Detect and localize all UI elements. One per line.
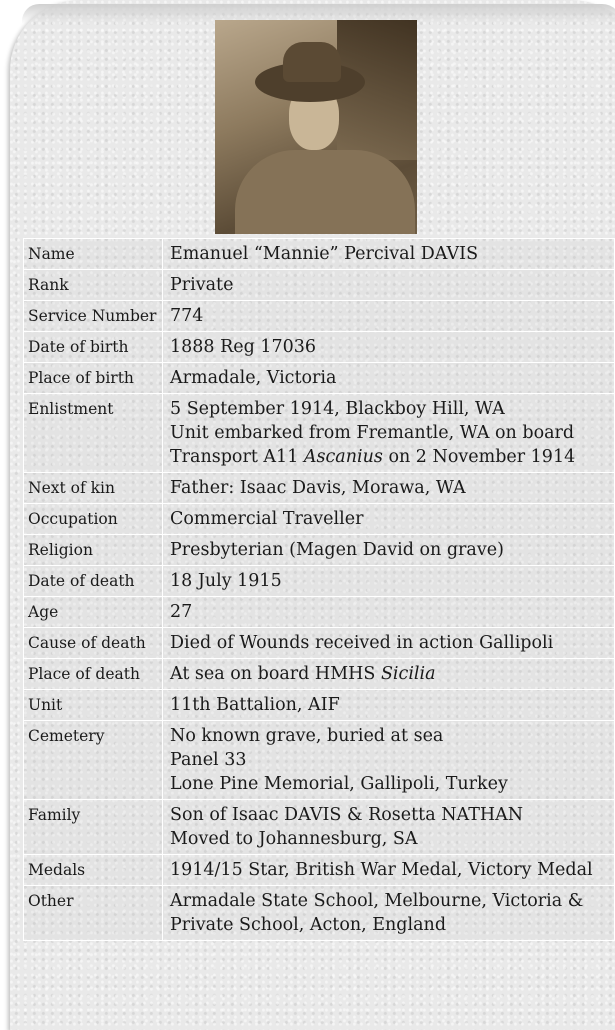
record-value-text: At sea on board HMHS bbox=[170, 664, 381, 684]
record-value-line: Unit embarked from Fremantle, WA on board bbox=[170, 423, 575, 443]
record-value bbox=[163, 597, 615, 628]
record-value bbox=[163, 394, 615, 473]
record-value bbox=[163, 535, 615, 566]
record-value-line: Moved to Johannesburg, SA bbox=[170, 829, 418, 849]
record-value-line: Son of Isaac DAVIS & Rosetta NATHAN bbox=[170, 805, 524, 825]
record-label: Medals bbox=[24, 855, 163, 886]
record-value bbox=[163, 363, 615, 394]
record-row bbox=[24, 566, 615, 597]
record-value-line: Armadale State School, Melbourne, Victoria & bbox=[170, 891, 584, 911]
service-record-table bbox=[23, 238, 615, 941]
record-value-line: 774 bbox=[170, 306, 204, 326]
record-value bbox=[163, 800, 615, 855]
record-row bbox=[24, 628, 615, 659]
record-label: Rank bbox=[24, 270, 163, 301]
record-value-text: on 2 November 1914 bbox=[382, 447, 576, 467]
record-label: Religion bbox=[24, 535, 163, 566]
record-value bbox=[163, 566, 615, 597]
record-value bbox=[163, 628, 615, 659]
record-label: Place of birth bbox=[24, 363, 163, 394]
record-value-line: Private School, Acton, England bbox=[170, 915, 447, 935]
record-value-line: 1888 Reg 17036 bbox=[170, 337, 317, 357]
record-label: Service Number bbox=[24, 301, 163, 332]
record-row bbox=[24, 800, 615, 855]
record-row bbox=[24, 886, 615, 941]
record-value-line: Private bbox=[170, 275, 234, 295]
record-row bbox=[24, 721, 615, 800]
record-value-line: Presbyterian (Magen David on grave) bbox=[170, 540, 504, 560]
record-label: Place of death bbox=[24, 659, 163, 690]
record-value-line: 27 bbox=[170, 602, 193, 622]
record-value-line: Lone Pine Memorial, Gallipoli, Turkey bbox=[170, 774, 508, 794]
record-value bbox=[163, 721, 615, 800]
record-row bbox=[24, 690, 615, 721]
record-value-line bbox=[170, 662, 610, 686]
record-value bbox=[163, 301, 615, 332]
record-row bbox=[24, 597, 615, 628]
record-value bbox=[163, 690, 615, 721]
record-label: Date of birth bbox=[24, 332, 163, 363]
photo-hat-crown bbox=[283, 42, 341, 82]
record-value bbox=[163, 855, 615, 886]
photo-uniform bbox=[235, 150, 415, 234]
ship-name: Sicilia bbox=[380, 664, 436, 684]
record-value-line: Commercial Traveller bbox=[170, 509, 364, 529]
record-value-line: 1914/15 Star, British War Medal, Victory Medal bbox=[170, 860, 593, 880]
record-value-line: Armadale, Victoria bbox=[170, 368, 337, 388]
record-row bbox=[24, 394, 615, 473]
record-value bbox=[163, 504, 615, 535]
record-value-line: 5 September 1914, Blackboy Hill, WA bbox=[170, 399, 505, 419]
record-label: Unit bbox=[24, 690, 163, 721]
record-label: Enlistment bbox=[24, 394, 163, 473]
record-row bbox=[24, 535, 615, 566]
record-row bbox=[24, 332, 615, 363]
record-value-line bbox=[170, 445, 610, 469]
record-value-line: Emanuel “Mannie” Percival DAVIS bbox=[170, 244, 479, 264]
record-label: Cause of death bbox=[24, 628, 163, 659]
record-value bbox=[163, 886, 615, 941]
record-value-text: Transport A11 bbox=[170, 447, 304, 467]
record-row bbox=[24, 239, 615, 270]
record-value-line: 18 July 1915 bbox=[170, 571, 282, 591]
record-value-line: 11th Battalion, AIF bbox=[170, 695, 340, 715]
record-row bbox=[24, 504, 615, 535]
record-value-line: No known grave, buried at sea bbox=[170, 726, 444, 746]
ship-name: Ascanius bbox=[303, 447, 383, 467]
record-row bbox=[24, 659, 615, 690]
record-label: Age bbox=[24, 597, 163, 628]
record-value-line: Died of Wounds received in action Gallipoli bbox=[170, 633, 554, 653]
record-value-line: Panel 33 bbox=[170, 750, 247, 770]
record-label: Cemetery bbox=[24, 721, 163, 800]
soldier-portrait-photo bbox=[215, 20, 417, 234]
record-value bbox=[163, 332, 615, 363]
record-value bbox=[163, 473, 615, 504]
record-row bbox=[24, 855, 615, 886]
record-row bbox=[24, 270, 615, 301]
record-label: Other bbox=[24, 886, 163, 941]
record-row bbox=[24, 301, 615, 332]
record-row bbox=[24, 473, 615, 504]
record-label: Name bbox=[24, 239, 163, 270]
record-label: Next of kin bbox=[24, 473, 163, 504]
record-value bbox=[163, 659, 615, 690]
record-label: Date of death bbox=[24, 566, 163, 597]
record-value-line: Father: Isaac Davis, Morawa, WA bbox=[170, 478, 466, 498]
record-label: Family bbox=[24, 800, 163, 855]
record-value bbox=[163, 270, 615, 301]
record-label: Occupation bbox=[24, 504, 163, 535]
record-value bbox=[163, 239, 615, 270]
record-row bbox=[24, 363, 615, 394]
